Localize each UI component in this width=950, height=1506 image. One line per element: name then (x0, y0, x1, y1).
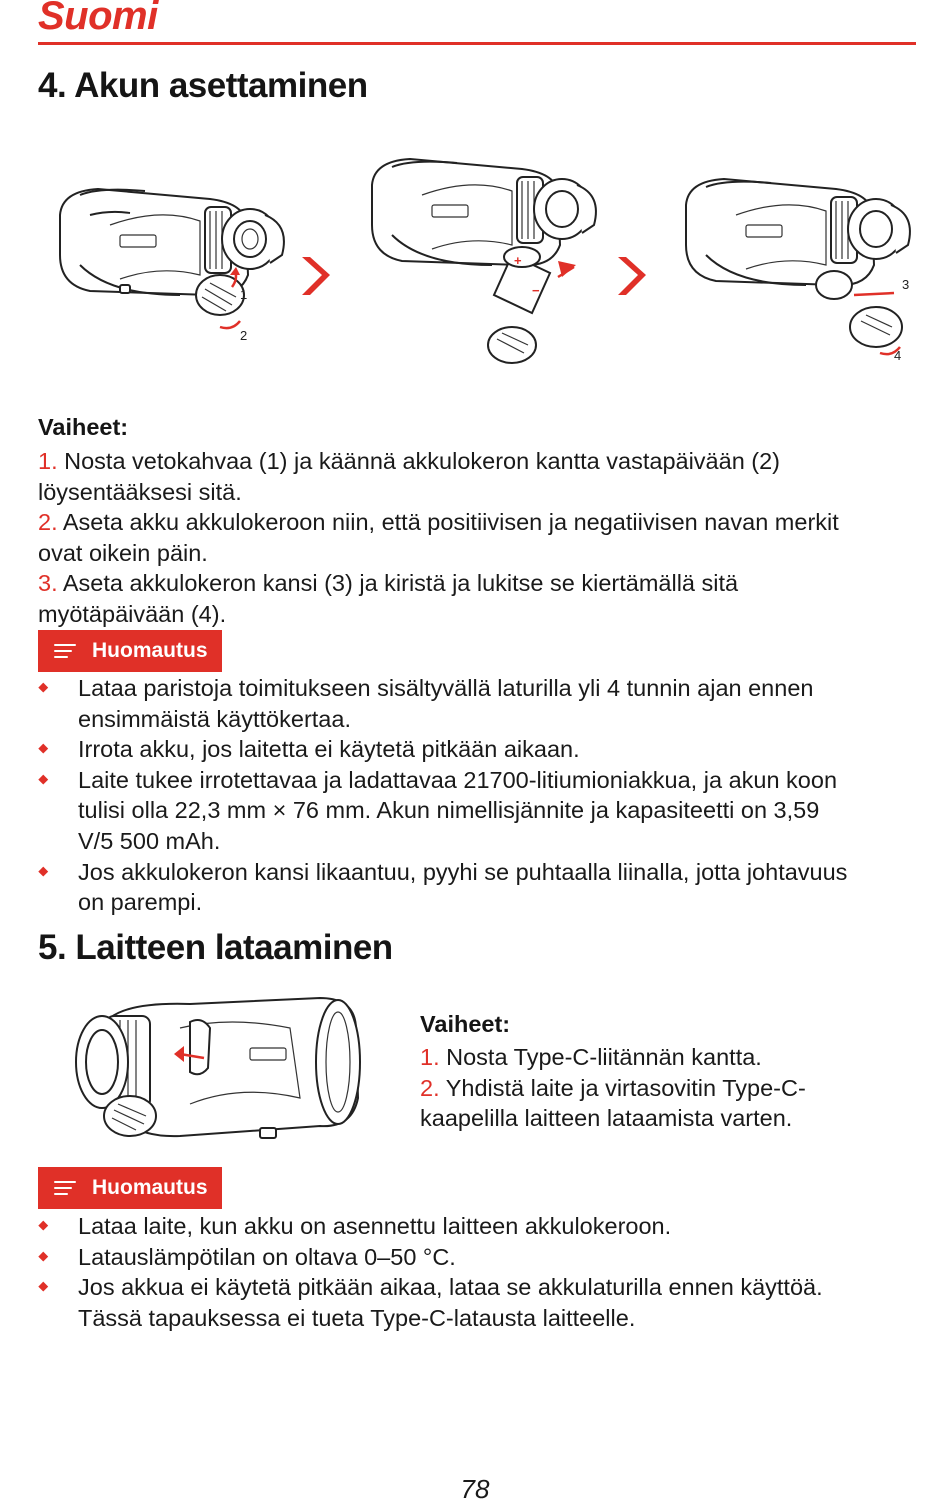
battery-minus-mark: − (532, 283, 540, 298)
note-badge-charging (38, 1167, 222, 1209)
note-item: Latauslämpötilan on oltava 0–50 °C. (38, 1242, 918, 1273)
battery-steps (38, 446, 918, 630)
battery-install-illustration (50, 155, 920, 380)
note-label: Huomautus (92, 1176, 208, 1199)
steps-heading-charging: Vaiheet: (420, 1011, 511, 1037)
note-label: Huomautus (92, 639, 208, 662)
bullet-diamond-icon (39, 774, 48, 783)
page-number: 78 (460, 1474, 490, 1504)
section-title-charging: 5. Laitteen lataaminen (38, 928, 393, 967)
note-list-icon (38, 630, 92, 672)
note-item: Lataa paristoja toimitukseen sisältyvällä laturilla yli 4 tunnin ajan ennen ensimmäistä käyttökertaa. (38, 673, 918, 734)
callout-3: 3 (902, 277, 910, 292)
bullet-diamond-icon (39, 866, 48, 875)
note-item: Lataa laite, kun akku on asennettu laitteen akkulokeroon. (38, 1211, 918, 1242)
bullet-diamond-icon (39, 1282, 48, 1291)
charging-steps (420, 1042, 920, 1134)
note-item: Irrota akku, jos laitetta ei käytetä pitkään aikaan. (38, 734, 918, 765)
section-title-battery: 4. Akun asettaminen (38, 66, 368, 105)
bullet-diamond-icon (39, 1251, 48, 1260)
bullet-diamond-icon (39, 744, 48, 753)
step-number: 2. (420, 1074, 440, 1101)
note-item: Laite tukee irrotettavaa ja ladattavaa 21700-litiumioniakkua, ja akun koon tulisi olla 22,3 mm × 76 mm. Akun nimellisjännite ja kapasiteetti on 3,59 V/5 500 mAh. (38, 765, 918, 857)
steps-heading-battery: Vaiheet: (38, 414, 129, 440)
device-illustration-step3 (686, 179, 910, 363)
step-number: 3. (38, 570, 58, 597)
step-number: 1. (420, 1044, 440, 1070)
charging-step-2: 2. Yhdistä laite ja virtasovitin Type-C- kaapelilla laitteen lataamista varten. (420, 1074, 806, 1132)
callout-2: 2 (240, 328, 248, 343)
battery-plus-mark: + (514, 253, 522, 268)
charging-illustration (70, 988, 370, 1158)
step-number: 2. (38, 509, 58, 536)
note-item: Jos akkua ei käytetä pitkään aikaa, lataa se akkulaturilla ennen käyttöä. Tässä tapauksessa ei tueta Type-C-latausta laitteelle. (38, 1272, 918, 1333)
header-rule (38, 42, 916, 45)
step-arrow-icon (618, 257, 646, 295)
battery-step-2: 2. Aseta akku akkulokeroon niin, että positiivisen ja negatiivisen navan merkit ovat oikein päin. (38, 509, 839, 566)
bullet-diamond-icon (39, 1221, 48, 1230)
callout-4: 4 (894, 348, 902, 363)
charging-step-1: 1. Nosta Type-C-liitännän kantta. (420, 1044, 762, 1070)
note-item: Jos akkulokeron kansi likaantuu, pyyhi se puhtaalla liinalla, jotta johtavuus on parempi. (38, 857, 918, 918)
note-badge-battery (38, 630, 222, 672)
battery-step-1: 1. Nosta vetokahvaa (1) ja käännä akkulokeron kantta vastapäivään (2) löysentääksesi sitä. (38, 448, 781, 505)
battery-step-3: 3. Aseta akkulokeron kansi (3) ja kiristä ja lukitse se kiertämällä sitä myötäpäivään (4). (38, 570, 739, 627)
step-number: 1. (38, 448, 58, 474)
bullet-diamond-icon (39, 683, 48, 692)
note-list-icon (38, 1167, 92, 1209)
battery-notes (38, 673, 918, 918)
charging-notes (38, 1211, 918, 1333)
device-illustration-step1 (60, 189, 284, 343)
step-arrow-icon (302, 257, 330, 295)
callout-1: 1 (240, 287, 248, 302)
language-header: Suomi (38, 0, 158, 38)
device-illustration-step2 (372, 159, 596, 363)
